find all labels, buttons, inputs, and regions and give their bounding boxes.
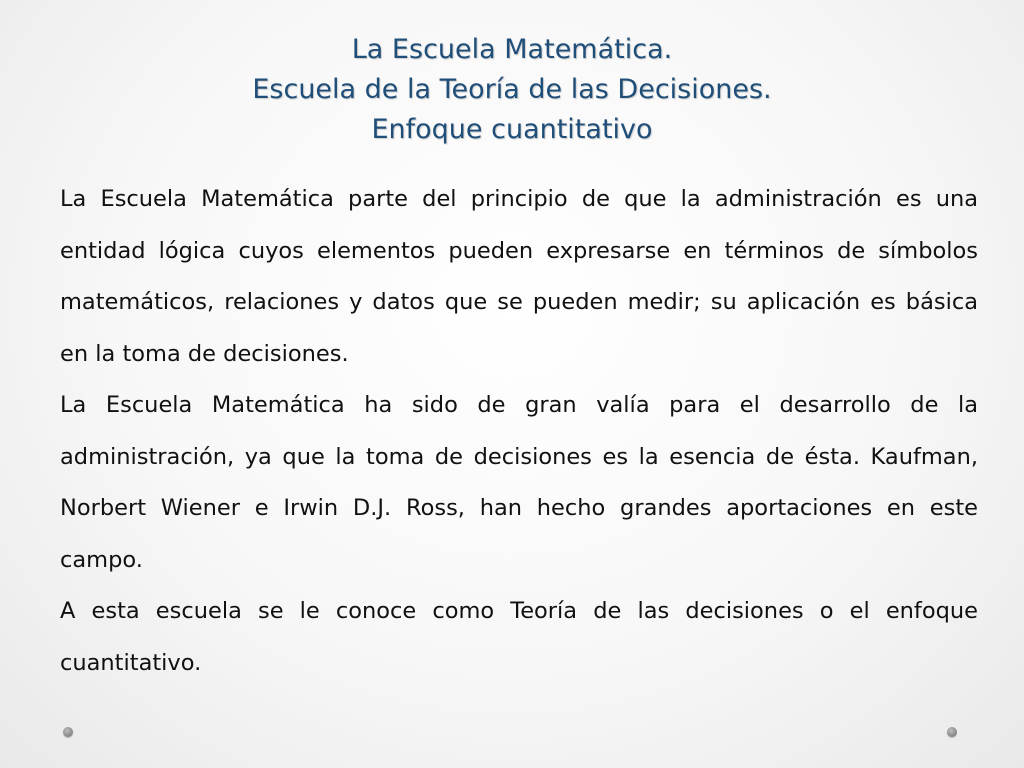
paragraph-3: A esta escuela se le conoce como Teoría de las decisiones o el enfoque cuantitativo. <box>60 598 978 676</box>
title-line-3: Enfoque cuantitativo <box>371 114 653 145</box>
slide-title <box>60 30 964 150</box>
title-line-2: Escuela de la Teoría de las Decisiones. <box>252 74 772 105</box>
title-line-1: La Escuela Matemática. <box>351 34 673 65</box>
decorative-dot-right <box>947 727 957 737</box>
decorative-dot-left <box>63 727 73 737</box>
paragraph-2: La Escuela Matemática ha sido de gran valía para el desarrollo de la administración, ya que la toma de decisiones es la esencia de ésta. Kaufman, Norbert Wiener e Irwin D.J. Ross, han hecho grandes aportaciones en este campo. <box>60 392 978 573</box>
slide-body <box>60 174 978 689</box>
paragraph-1: La Escuela Matemática parte del principio de que la administración es una entidad lógica cuyos elementos pueden expresarse en términos de símbolos matemáticos, relaciones y datos que se pueden medir; su aplicación es básica en la toma de decisiones. <box>60 186 978 367</box>
